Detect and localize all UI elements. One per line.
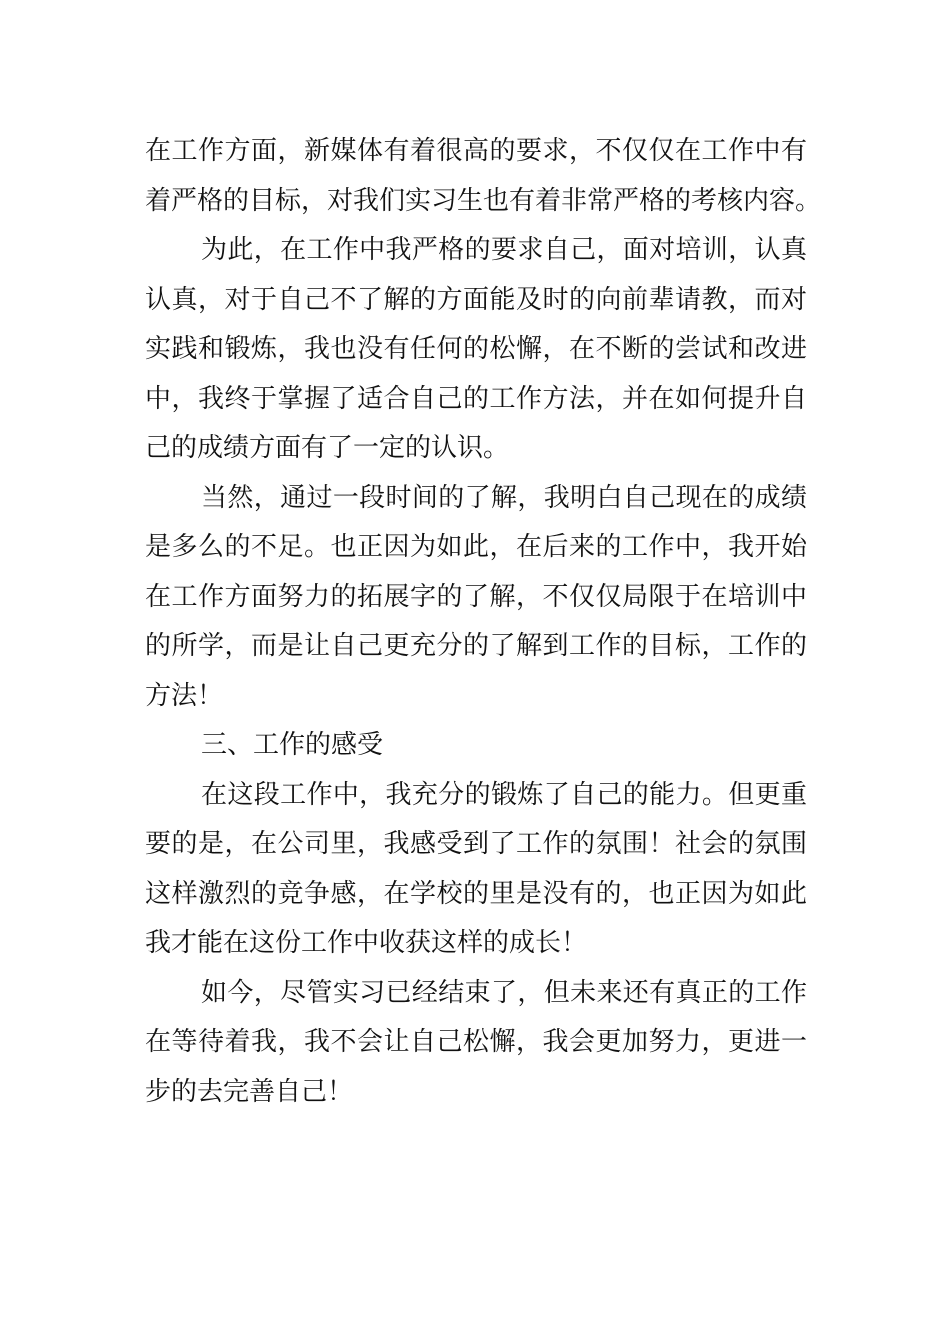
paragraph-line: 在等待着我，我不会让自己松懈，我会更加努力，更进一 bbox=[145, 1027, 807, 1057]
paragraph-line: 为此，在工作中我严格的要求自己，面对培训，认真 bbox=[201, 235, 807, 265]
paragraph-line: 着严格的目标，对我们实习生也有着非常严格的考核内容。 bbox=[145, 185, 822, 216]
paragraph-line: 在工作方面努力的拓展字的了解，不仅仅局限于在培训中 bbox=[145, 581, 807, 612]
paragraph-line: 在这段工作中，我充分的锻炼了自己的能力。但更重 bbox=[201, 779, 807, 810]
paragraph-line: 实践和锻炼，我也没有任何的松懈，在不断的尝试和改进 bbox=[145, 334, 807, 364]
paragraph-line: 这样激烈的竞争感，在学校的里是没有的，也正因为如此 bbox=[145, 878, 807, 909]
paragraph-line: 如今，尽管实习已经结束了，但未来还有真正的工作 bbox=[201, 977, 807, 1008]
paragraph-line: 方法！ bbox=[145, 680, 224, 711]
paragraph-line: 认真，对于自己不了解的方面能及时的向前辈请教，而对 bbox=[145, 284, 807, 315]
paragraph-line: 我才能在这份工作中收获这样的成长！ bbox=[145, 928, 588, 958]
paragraph-line: 当然，通过一段时间的了解，我明白自己现在的成绩 bbox=[201, 482, 807, 513]
paragraph-line: 在工作方面，新媒体有着很高的要求，不仅仅在工作中有 bbox=[145, 136, 807, 166]
paragraph-line: 是多么的不足。也正因为如此，在后来的工作中，我开始 bbox=[145, 532, 807, 562]
document-body bbox=[145, 127, 822, 1117]
paragraph-line: 中，我终于掌握了适合自己的工作方法，并在如何提升自 bbox=[145, 383, 807, 414]
section-heading: 三、工作的感受 bbox=[201, 730, 384, 760]
paragraph-line: 要的是，在公司里，我感受到了工作的氛围！社会的氛围 bbox=[145, 829, 807, 859]
paragraph-line: 步的去完善自己！ bbox=[145, 1076, 354, 1107]
paragraph-line: 的所学，而是让自己更充分的了解到工作的目标，工作的 bbox=[145, 631, 807, 661]
paragraph-line: 己的成绩方面有了一定的认识。 bbox=[145, 433, 510, 463]
